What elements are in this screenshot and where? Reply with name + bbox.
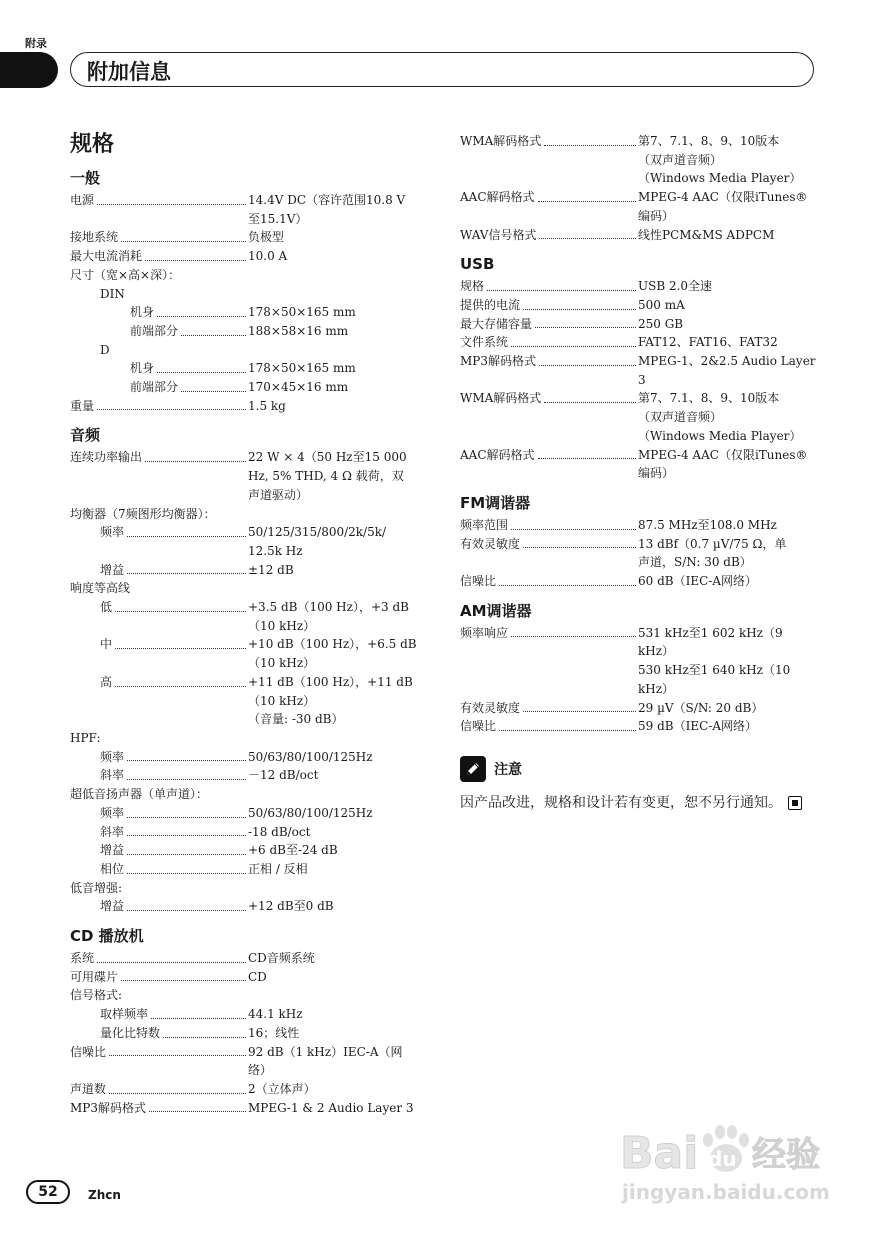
spec-value: 1.5 kg <box>248 398 286 413</box>
spec-value: 14.4V DC（容许范围10.8 V 至15.1V） <box>248 193 406 226</box>
spec-group-label: 尺寸（宽×高×深）： <box>70 267 181 282</box>
spec-value: 负极型 <box>248 230 285 245</box>
spec-value: 13 dBf（0.7 µV/75 Ω，单 声道，S/N: 30 dB） <box>638 536 787 570</box>
spec-value: ±12 dB <box>248 562 294 577</box>
spec-row <box>70 841 430 860</box>
spec-label: 前端部分 <box>130 380 179 395</box>
spec-value: 188×58×16 mm <box>248 323 349 338</box>
spec-label: 重量 <box>70 398 95 413</box>
spec-value: USB 2.0全速 <box>638 279 713 294</box>
spec-row <box>70 635 430 672</box>
spec-subgroup-label: DIN <box>100 286 125 301</box>
spec-row <box>70 523 430 560</box>
spec-label: 机身 <box>130 361 155 376</box>
spec-value: 22 W × 4（50 Hz至15 000 Hz, 5% THD, 4 Ω 载荷，双 声道驱动） <box>248 450 407 502</box>
spec-row <box>70 804 430 823</box>
spec-value: 50/63/80/100/125Hz <box>248 749 373 764</box>
page-heading: 规格 <box>70 132 115 157</box>
spec-row <box>70 949 430 968</box>
spec-row <box>460 717 820 736</box>
audio-heading: 音频 <box>70 426 101 445</box>
spec-row <box>460 188 820 225</box>
spec-value: 250 GB <box>638 316 684 331</box>
spec-group-label: 低音增强: <box>70 880 123 895</box>
spec-value: 2（立体声） <box>248 1081 316 1096</box>
spec-row <box>70 359 430 378</box>
spec-row <box>70 968 430 987</box>
general-heading: 一般 <box>70 169 101 187</box>
spec-label: 斜率 <box>100 768 125 783</box>
spec-row <box>460 277 820 296</box>
usb-heading: USB <box>460 255 495 274</box>
spec-label: WMA解码格式 <box>460 134 542 148</box>
spec-group-label: 信号格式: <box>70 988 123 1003</box>
spec-label: 连续功率输出 <box>70 450 143 465</box>
spec-value: 170×45×16 mm <box>248 380 349 395</box>
am-heading: AM调谐器 <box>460 601 532 620</box>
spec-row <box>70 766 430 785</box>
chapter-title-bar <box>70 52 814 87</box>
spec-value: +12 dB至0 dB <box>248 899 334 914</box>
spec-value: 50/125/315/800/2k/5k/ 12.5k Hz <box>248 525 387 558</box>
note-title: 注意 <box>494 761 522 778</box>
spec-value: 500 mA <box>638 297 685 312</box>
spec-label: AAC解码格式 <box>460 190 535 205</box>
spec-row <box>460 226 820 245</box>
spec-row <box>460 535 820 572</box>
spec-row <box>70 228 430 247</box>
spec-label: 有效灵敏度 <box>460 700 521 715</box>
spec-value: -18 dB/oct <box>248 824 311 839</box>
spec-row <box>70 191 430 228</box>
left-column <box>70 130 430 1117</box>
spec-value: FAT12、FAT16、FAT32 <box>638 335 778 350</box>
spec-label: 有效灵敏度 <box>460 536 521 551</box>
spec-label: 信噪比 <box>460 719 497 734</box>
spec-label: 频率范围 <box>460 517 509 532</box>
spec-value: 第7、7.1、8、9、10版本 （双声道音频） （Windows Media Player） <box>638 391 802 443</box>
spec-value: 29 µV（S/N: 20 dB） <box>638 700 764 715</box>
spec-row <box>70 823 430 842</box>
spec-value: 60 dB（IEC-A网络） <box>638 574 757 589</box>
spec-value: +3.5 dB（100 Hz），+3 dB （10 kHz） <box>248 600 409 633</box>
spec-label: 电源 <box>70 193 95 207</box>
spec-label: 最大电流消耗 <box>70 249 143 264</box>
spec-row <box>460 624 820 699</box>
note-text: 因产品改进，规格和设计若有变更，恕不另行通知。 <box>460 794 782 811</box>
spec-label: 可用碟片 <box>70 969 119 984</box>
section-tag: 附录 <box>25 37 47 50</box>
spec-row <box>460 132 820 188</box>
svg-text:du: du <box>708 1147 737 1171</box>
spec-label: 频率响应 <box>460 625 509 640</box>
spec-row <box>70 1080 430 1099</box>
page-number: 52 <box>26 1180 70 1204</box>
spec-value: MPEG-4 AAC（仅限iTunes® 编码） <box>638 447 808 481</box>
spec-value: 178×50×165 mm <box>248 361 356 376</box>
spec-subgroup-label: D <box>100 342 110 357</box>
spec-label: WMA解码格式 <box>460 391 542 406</box>
note-header <box>460 756 820 782</box>
spec-label: 斜率 <box>100 824 125 839</box>
spec-label: 频率 <box>100 749 125 764</box>
spec-row <box>70 1043 430 1080</box>
spec-value: MPEG-4 AAC（仅限iTunes® 编码） <box>638 190 808 223</box>
watermark-url: jingyan.baidu.com <box>622 1180 830 1204</box>
spec-value: 92 dB（1 kHz）IEC-A（网 络） <box>248 1044 403 1078</box>
spec-label: 信噪比 <box>70 1044 107 1059</box>
spec-value: 10.0 A <box>248 249 288 264</box>
language-code: Zhcn <box>88 1188 121 1202</box>
spec-row <box>70 322 430 341</box>
spec-label: 信噪比 <box>460 574 497 589</box>
spec-value: 16；线性 <box>248 1025 300 1040</box>
spec-label: AAC解码格式 <box>460 447 535 462</box>
spec-row <box>460 296 820 315</box>
spec-label: 低 <box>100 600 113 615</box>
spec-label: 增益 <box>100 843 125 858</box>
spec-row <box>460 333 820 352</box>
spec-row <box>460 516 820 535</box>
spec-row <box>70 448 430 504</box>
spec-label: 频率 <box>100 805 125 820</box>
spec-row <box>70 561 430 580</box>
spec-value: CD音频系统 <box>248 951 315 966</box>
baidu-watermark-logo <box>620 1120 830 1180</box>
spec-label: 取样频率 <box>100 1007 149 1022</box>
fm-heading: FM调谐器 <box>460 493 531 512</box>
spec-row <box>460 389 820 445</box>
spec-row <box>70 1099 430 1118</box>
spec-row <box>460 699 820 718</box>
spec-value: 44.1 kHz <box>248 1007 303 1022</box>
note-body <box>460 792 810 814</box>
spec-label: 最大存储容量 <box>460 316 533 331</box>
spec-row <box>70 1005 430 1024</box>
spec-row <box>460 315 820 334</box>
spec-value: －12 dB/oct <box>248 768 319 783</box>
spec-value: +10 dB（100 Hz），+6.5 dB （10 kHz） <box>248 637 417 671</box>
spec-value: 50/63/80/100/125Hz <box>248 805 373 820</box>
spec-group-label: HPF: <box>70 730 101 745</box>
spec-row <box>70 897 430 916</box>
spec-label: 文件系统 <box>460 335 509 350</box>
spec-value: MPEG-1、2&2.5 Audio Layer 3 <box>638 354 816 387</box>
spec-row <box>460 446 820 483</box>
spec-label: MP3解码格式 <box>70 1100 146 1115</box>
spec-group-label: 超低音扬声器（单声道）： <box>70 787 209 802</box>
spec-label: 接地系统 <box>70 230 119 245</box>
spec-row <box>70 1024 430 1043</box>
spec-label: MP3解码格式 <box>460 354 536 369</box>
spec-value: 正相 / 反相 <box>248 861 308 876</box>
spec-row <box>70 860 430 879</box>
spec-row <box>460 352 820 389</box>
spec-value: 59 dB（IEC-A网络） <box>638 719 757 734</box>
spec-value: 线性PCM&MS ADPCM <box>638 227 775 242</box>
spec-label: 声道数 <box>70 1081 107 1096</box>
spec-label: WAV信号格式 <box>460 227 537 242</box>
spec-value: 第7、7.1、8、9、10版本 （双声道音频） （Windows Media Player） <box>638 134 802 186</box>
spec-label: 相位 <box>100 861 125 876</box>
svg-text:经验: 经验 <box>752 1135 820 1175</box>
spec-group-label: 均衡器（7频图形均衡器）： <box>70 506 216 521</box>
spec-label: 规格 <box>460 279 485 294</box>
spec-row <box>460 572 820 591</box>
spec-label: 前端部分 <box>130 323 179 338</box>
cd-heading: CD 播放机 <box>70 927 144 946</box>
spec-label: 增益 <box>100 899 125 914</box>
spec-value: +11 dB（100 Hz），+11 dB （10 kHz） （音量: -30 dB） <box>248 674 413 727</box>
spec-value: 87.5 MHz至108.0 MHz <box>638 517 777 532</box>
spec-group-label: 响度等高线 <box>70 581 131 596</box>
spec-row <box>70 303 430 322</box>
spec-label: 机身 <box>130 305 155 320</box>
right-column <box>460 132 820 814</box>
spec-label: 频率 <box>100 525 125 540</box>
section-tab-marker <box>0 52 58 88</box>
spec-row <box>70 247 430 266</box>
spec-value: MPEG-1 & 2 Audio Layer 3 <box>248 1100 414 1115</box>
spec-label: 增益 <box>100 562 125 577</box>
svg-text:Bai: Bai <box>620 1128 699 1179</box>
end-of-section-icon <box>788 796 802 810</box>
spec-value: 531 kHz至1 602 kHz（9 kHz） 530 kHz至1 640 kHz（10 kHz） <box>638 625 791 696</box>
spec-label: 中 <box>100 637 113 652</box>
spec-label: 量化比特数 <box>100 1025 161 1040</box>
spec-label: 高 <box>100 674 113 689</box>
spec-value: +6 dB至-24 dB <box>248 843 338 858</box>
chapter-title: 附加信息 <box>87 60 171 84</box>
spec-label: 系统 <box>70 951 95 966</box>
spec-row <box>70 598 430 635</box>
pencil-note-icon <box>460 756 486 782</box>
spec-row <box>70 397 430 416</box>
spec-value: CD <box>248 969 267 984</box>
spec-value: 178×50×165 mm <box>248 305 356 320</box>
spec-row <box>70 673 430 729</box>
spec-row <box>70 378 430 397</box>
spec-label: 提供的电流 <box>460 297 521 312</box>
spec-row <box>70 748 430 767</box>
